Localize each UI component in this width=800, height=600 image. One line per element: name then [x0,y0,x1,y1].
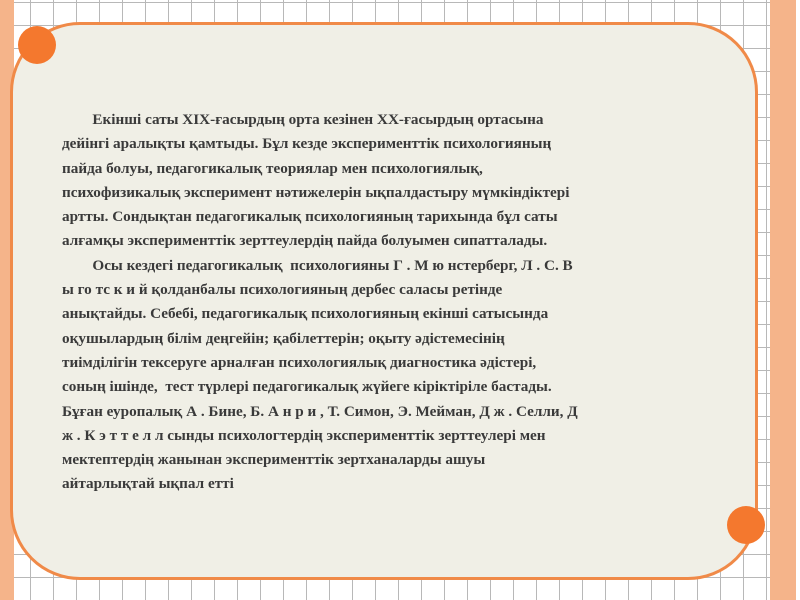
text-line: Бұған еуропалық А . Бине, Б. А н р и , Т. Симон, Э. Мейман, Д ж . Селли, Д [62,402,578,420]
text-line: пайда болуы, педагогикалық теориялар мен психологиялық, [62,159,483,177]
top-left-circle-icon [18,26,56,64]
text-line: соның ішінде, тест түрлері педагогикалық жүйеге кіріктіріле бастады. [62,378,552,396]
right-edge-gap [796,0,800,600]
right-decorative-stripe [770,0,796,600]
text-line: психофизикалық эксперимент нәтижелерін ықпалдастыру мүмкіндіктері [62,183,570,201]
text-line: дейінгі аралықты қамтыды. Бұл кезде эксперименттік психологияның [62,135,552,153]
text-line: артты. Сондықтан педагогикалық психологияның тарихында бұл саты [62,208,558,226]
bottom-right-circle-icon [727,506,765,544]
text-line: мектептердің жанынан эксперименттік зертханаларды ашуы [62,451,486,469]
text-line: ы го тс к и й қолданбалы психологияның дербес саласы ретінде [62,281,503,299]
text-line: оқушылардың білім деңгейін; қабілеттерін; оқыту әдістемесінің [62,329,505,347]
text-line: айтарлықтай ықпал етті [62,475,234,493]
text-line: анықтайды. Себебі, педагогикалық психологияның екінші сатысында [62,305,549,323]
text-line: тиімділігін тексеруге арналған психологиялық диагностика әдістері, [62,353,537,371]
text-line: ж . К э т т е л л сынды психологтердің эксперименттік зерттеулері мен [62,426,546,444]
body-text [62,108,722,497]
text-line: Осы кездегі педагогикалық психологияны Г . М ю нстерберг, Л . С. В [62,256,573,274]
text-line: алғамқы эксперименттік зерттеулердің пайда болуымен сипатталады. [62,232,548,250]
text-line: Екінші саты XIX-ғасырдың орта кезінен XX-ғасырдың ортасына [62,111,544,128]
